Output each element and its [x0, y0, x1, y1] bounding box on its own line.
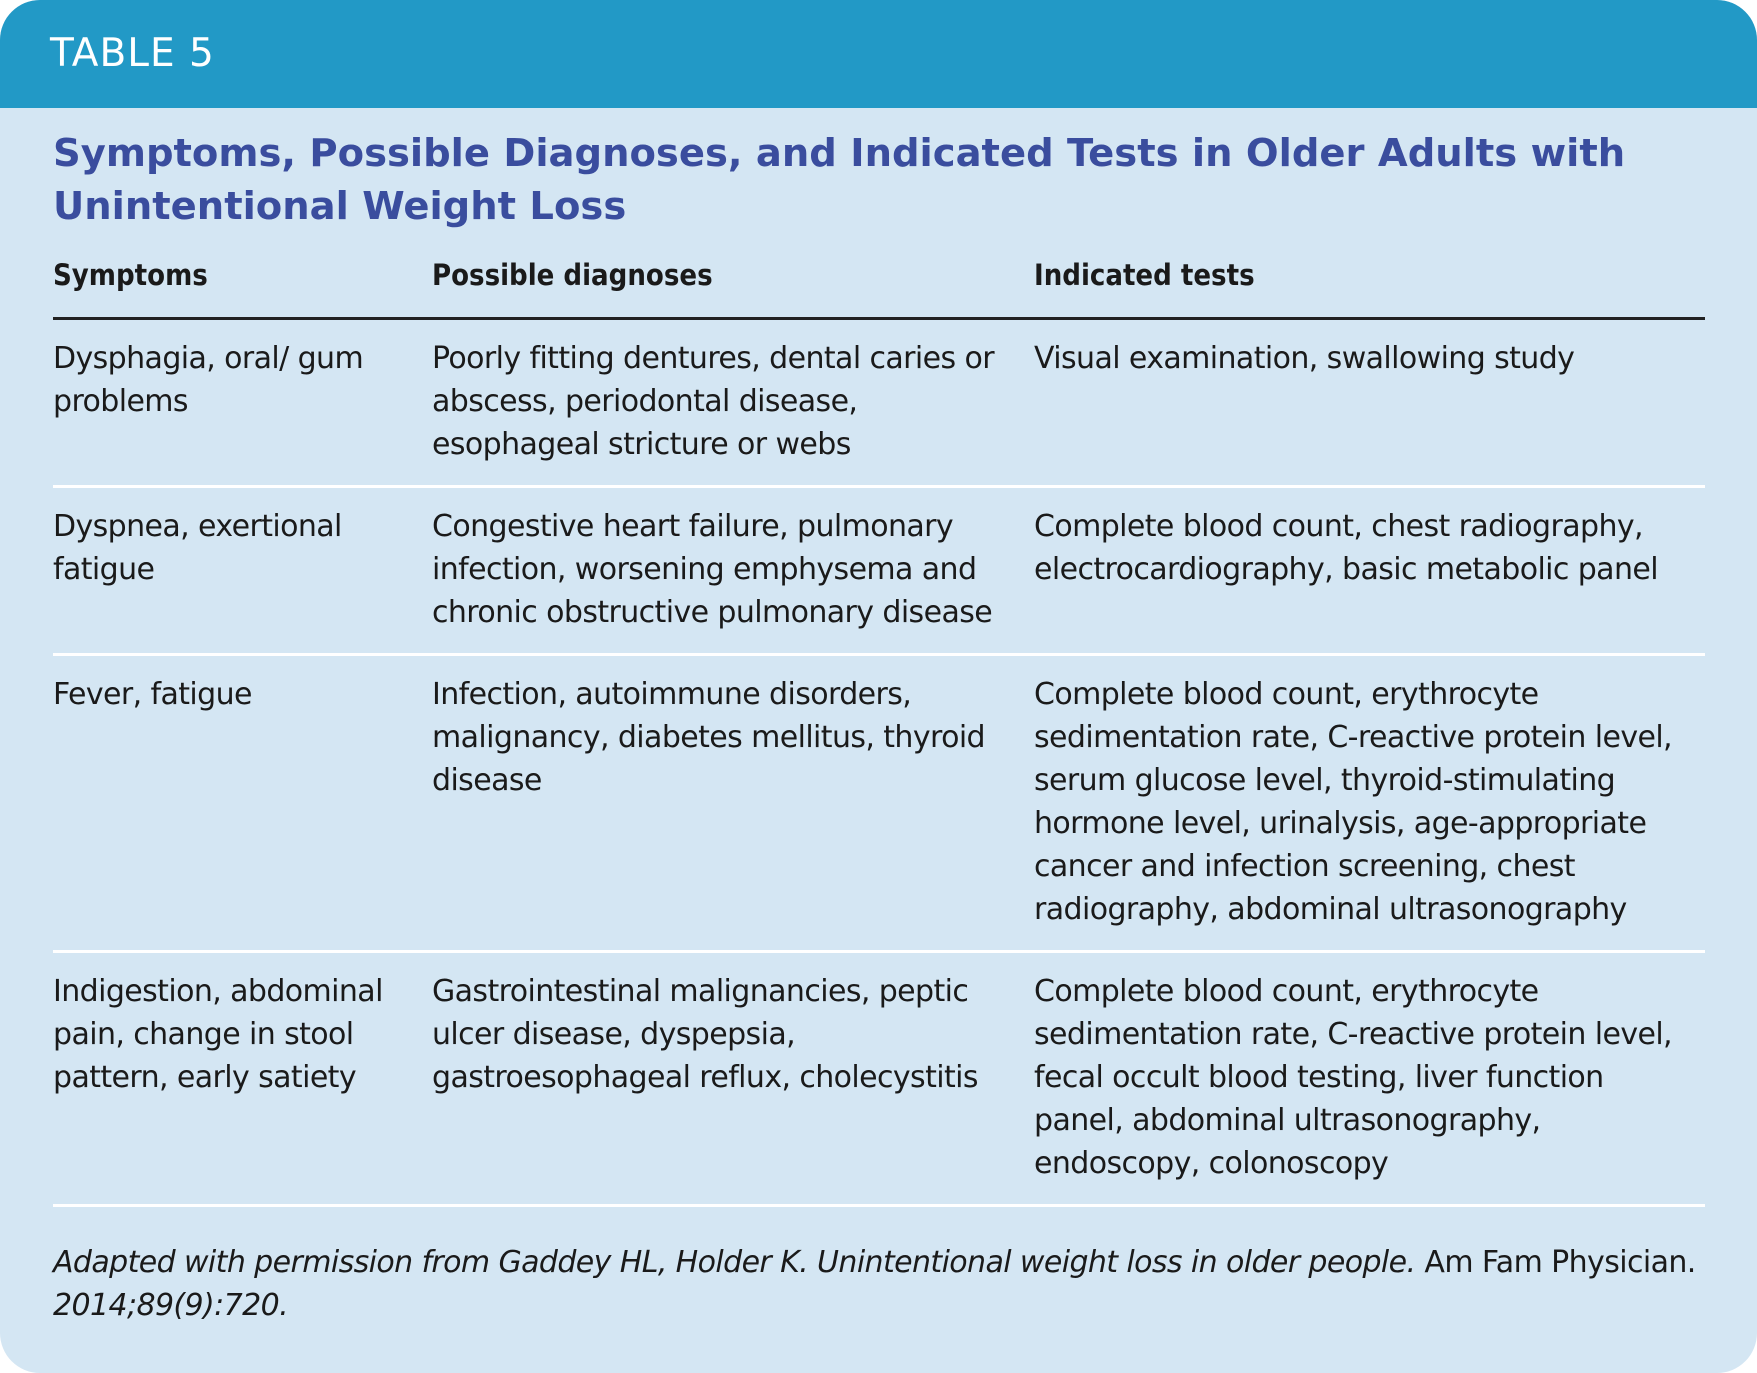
table-row	[53, 952, 1705, 1206]
diagnoses-cell: Congestive heart failure, pulmonary infection, worsening emphysema and chronic obstructive pulmonary disease	[432, 487, 1034, 655]
table-banner	[0, 0, 1757, 108]
column-header-symptoms: Symptoms	[53, 248, 432, 319]
column-header-tests: Indicated tests	[1034, 248, 1705, 319]
column-header-diagnoses: Possible diagnoses	[432, 248, 1034, 319]
diagnoses-cell: Poorly fitting dentures, dental caries or abscess, periodontal disease, esophageal stricture or webs	[432, 319, 1034, 487]
header-row	[53, 248, 1705, 319]
footnote-attribution: Adapted with permission from Gaddey HL, Holder K. Unintentional weight loss in older people.	[53, 1245, 1416, 1280]
tests-cell: Visual examination, swallowing study	[1034, 319, 1705, 487]
diagnoses-cell: Infection, autoimmune disorders, malignancy, diabetes mellitus, thyroid disease	[432, 655, 1034, 952]
source-footnote	[53, 1241, 1705, 1327]
table-title: Symptoms, Possible Diagnoses, and Indicated Tests in Older Adults with Unintentional Weight Loss	[53, 131, 1626, 229]
table-row	[53, 655, 1705, 952]
symptoms-cell: Dyspnea, exertional fatigue	[53, 487, 432, 655]
diagnoses-cell: Gastrointestinal malignancies, peptic ulcer disease, dyspepsia, gastroesophageal reflux, cholecystitis	[432, 952, 1034, 1206]
tests-cell: Complete blood count, erythrocyte sedimentation rate, C-reactive protein level, fecal occult blood testing, liver function panel, abdominal ultrasonography, endoscopy, colonoscopy	[1034, 952, 1705, 1206]
symptoms-cell: Dysphagia, oral/ gum problems	[53, 319, 432, 487]
table-row	[53, 319, 1705, 487]
tests-cell: Complete blood count, erythrocyte sedimentation rate, C-reactive protein level, serum glucose level, thyroid-stimulating hormone level, urinalysis, age-appropriate cancer and infection screening, chest radiography, abdominal ultrasonography	[1034, 655, 1705, 952]
footnote-journal: Am Fam Physician.	[1424, 1245, 1696, 1280]
symptoms-cell: Fever, fatigue	[53, 655, 432, 952]
data-table	[53, 248, 1705, 1207]
table-number-label: TABLE 5	[50, 31, 215, 76]
tests-cell: Complete blood count, chest radiography, electrocardiography, basic metabolic panel	[1034, 487, 1705, 655]
symptoms-cell: Indigestion, abdominal pain, change in stool pattern, early satiety	[53, 952, 432, 1206]
table-row	[53, 487, 1705, 655]
footnote-citation: 2014;89(9):720.	[53, 1288, 289, 1323]
